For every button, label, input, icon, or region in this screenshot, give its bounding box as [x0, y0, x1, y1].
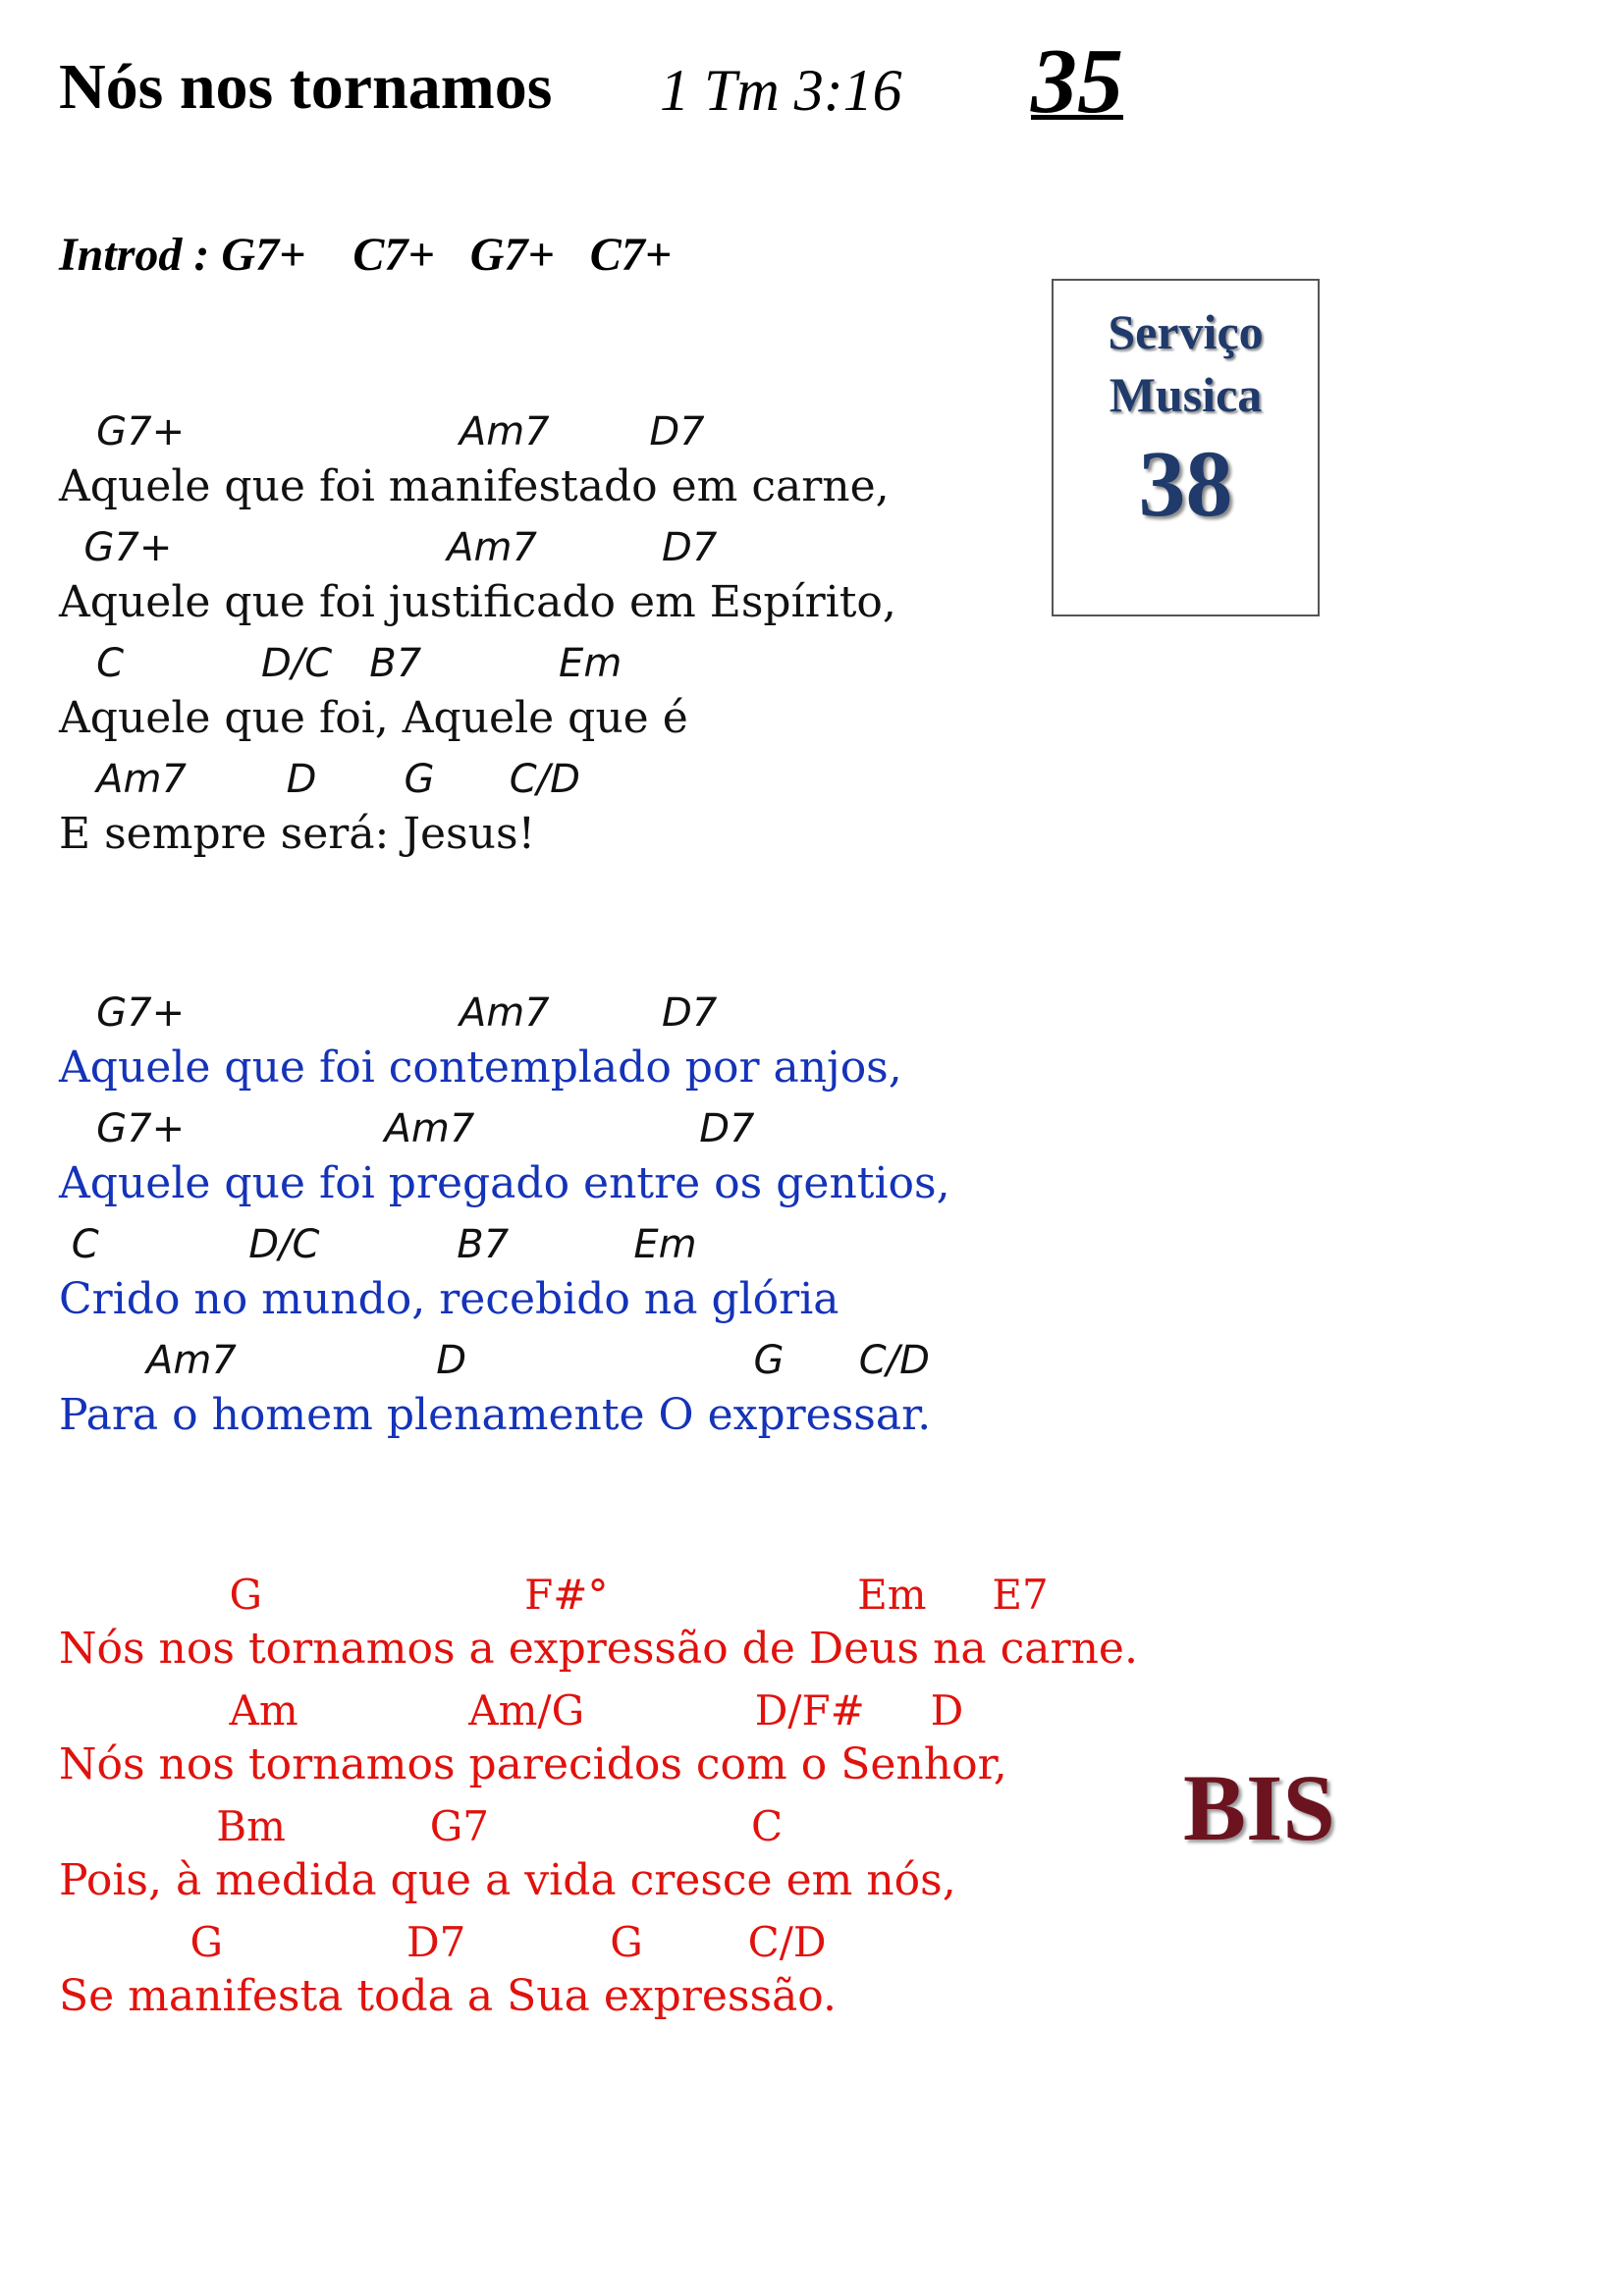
- intro-chords: Introd : G7+ C7+ G7+ C7+: [59, 229, 673, 281]
- verse2-lyric-3: Crido no mundo, recebido na glória: [59, 1274, 839, 1324]
- chorus-chords-1: G F#° Em E7: [59, 1571, 1049, 1619]
- chorus-lyric-1: Nós nos tornamos a expressão de Deus na carne.: [59, 1624, 1138, 1674]
- verse2-lyric-1: Aquele que foi contemplado por anjos,: [59, 1042, 902, 1093]
- verse2-chords-3: C D/C B7 Em: [59, 1222, 697, 1267]
- chorus-chords-4: G D7 G C/D: [59, 1918, 827, 1966]
- verse1-lyric-3: Aquele que foi, Aquele que é: [59, 693, 688, 743]
- repeat-label: BIS: [1183, 1755, 1335, 1860]
- service-label: Serviço: [1108, 304, 1264, 359]
- chorus-lyric-2: Nós nos tornamos parecidos com o Senhor,: [59, 1739, 1007, 1789]
- chorus-chords-2: Am Am/G D/F# D: [59, 1686, 964, 1735]
- verse2-chords-1: G7+ Am7 D7: [59, 990, 718, 1036]
- verse1-lyric-4: E sempre será: Jesus!: [59, 809, 536, 859]
- verse2-chords-4: Am7 D G C/D: [59, 1338, 930, 1383]
- chorus-lyric-3: Pois, à medida que a vida cresce em nós,: [59, 1855, 956, 1905]
- verse2-chords-2: G7+ Am7 D7: [59, 1106, 755, 1151]
- service-number: 38: [1138, 431, 1233, 536]
- song-number: 35: [1031, 30, 1123, 133]
- verse2-lyric-2: Aquele que foi pregado entre os gentios,: [59, 1158, 950, 1208]
- verse1-chords-2: G7+ Am7 D7: [59, 525, 718, 570]
- verse1-lyric-1: Aquele que foi manifestado em carne,: [59, 461, 890, 511]
- music-label: Musica: [1109, 367, 1263, 422]
- song-title: Nós nos tornamos: [59, 51, 553, 123]
- service-music-box: [1052, 279, 1320, 616]
- chorus-lyric-4: Se manifesta toda a Sua expressão.: [59, 1971, 837, 2021]
- verse1-chords-4: Am7 D G C/D: [59, 757, 580, 802]
- scripture-reference: 1 Tm 3:16: [660, 58, 902, 123]
- verse1-lyric-2: Aquele que foi justificado em Espírito,: [59, 577, 896, 627]
- verse1-chords-1: G7+ Am7 D7: [59, 409, 705, 454]
- verse2-lyric-4: Para o homem plenamente O expressar.: [59, 1390, 932, 1440]
- verse1-chords-3: C D/C B7 Em: [59, 641, 623, 686]
- chorus-chords-3: Bm G7 C: [59, 1802, 784, 1850]
